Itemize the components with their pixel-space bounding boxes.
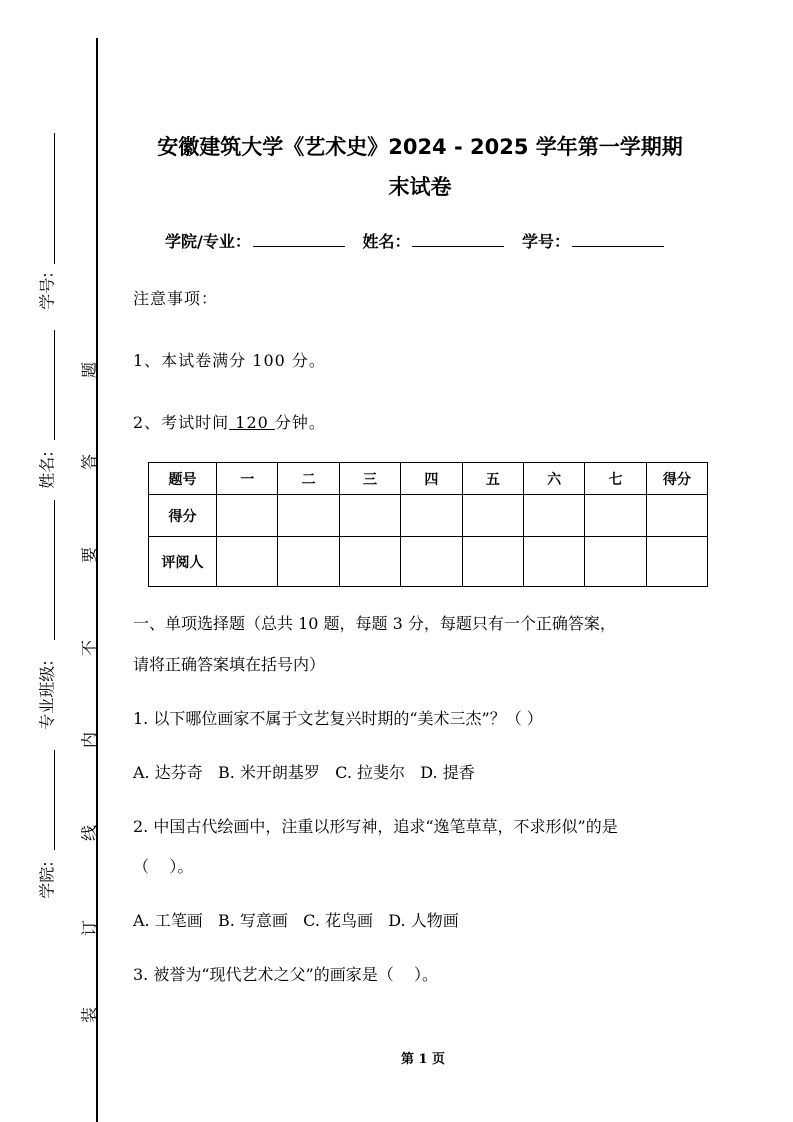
table-cell[interactable] — [278, 537, 339, 587]
margin-underline — [54, 133, 55, 264]
college-field[interactable] — [253, 232, 345, 247]
margin-student-id-label: 学号: — [37, 272, 57, 310]
margin-warning-char: 订 — [79, 919, 99, 937]
margin-warning-char: 线 — [79, 824, 99, 842]
margin-warning-char: 要 — [79, 546, 99, 564]
score-table — [148, 462, 708, 587]
notice-heading: 注意事项： — [133, 289, 219, 308]
notice-item-2-prefix: 2、考试时间 — [133, 413, 230, 432]
name-field[interactable] — [412, 232, 504, 247]
student-info-line — [165, 229, 676, 252]
table-header: 六 — [523, 463, 584, 495]
page-title — [110, 127, 730, 207]
section-1-heading: 一、单项选择题（总共 10 题，每题 3 分，每题只有一个正确答案， — [133, 614, 616, 633]
row-label: 评阅人 — [149, 537, 217, 587]
id-label: 学号： — [522, 232, 571, 251]
table-cell[interactable] — [462, 537, 523, 587]
table-cell[interactable] — [646, 495, 707, 537]
question-2-cont: （ ）。 — [133, 857, 194, 876]
table-header-row — [149, 463, 708, 495]
margin-name-label: 姓名: — [37, 451, 57, 489]
table-cell[interactable] — [339, 537, 400, 587]
name-label: 姓名： — [362, 232, 411, 251]
notice-item-2-suffix: 分钟。 — [274, 413, 326, 432]
table-header: 一 — [217, 463, 278, 495]
table-cell[interactable] — [278, 495, 339, 537]
page-number: 第 1 页 — [400, 1052, 446, 1067]
margin-underline — [54, 500, 55, 640]
question-1-options: A. 达芬奇 B. 米开朗基罗 C. 拉斐尔 D. 提香 — [133, 763, 475, 782]
id-field[interactable] — [572, 232, 664, 247]
table-cell[interactable] — [462, 495, 523, 537]
notice-item-1: 1、本试卷满分 100 分。 — [133, 351, 326, 370]
question-2: 2. 中国古代绘画中，注重以形写神，追求“逸笔草草，不求形似”的是 — [133, 817, 618, 836]
table-cell[interactable] — [339, 495, 400, 537]
margin-warning-char: 答 — [79, 453, 99, 471]
notice-item-2 — [133, 410, 326, 433]
table-header: 三 — [339, 463, 400, 495]
margin-warning-char: 题 — [79, 361, 99, 379]
table-cell[interactable] — [217, 537, 278, 587]
title-line-2: 末试卷 — [388, 175, 452, 199]
margin-warning-char: 不 — [79, 639, 99, 657]
margin-warning-char: 内 — [79, 731, 99, 749]
question-3: 3. 被誉为“现代艺术之父”的画家是（ ）。 — [133, 965, 439, 984]
table-cell[interactable] — [646, 537, 707, 587]
table-cell[interactable] — [585, 495, 646, 537]
table-header: 题号 — [149, 463, 217, 495]
margin-underline — [54, 750, 55, 850]
college-label: 学院/专业： — [165, 232, 251, 251]
table-header: 四 — [401, 463, 462, 495]
table-row — [149, 495, 708, 537]
table-cell[interactable] — [401, 495, 462, 537]
table-header: 五 — [462, 463, 523, 495]
margin-warning-char: 装 — [79, 1006, 99, 1024]
table-header: 二 — [278, 463, 339, 495]
section-1-heading-cont: 请将正确答案填在括号内） — [133, 655, 326, 674]
table-cell[interactable] — [523, 537, 584, 587]
table-cell[interactable] — [217, 495, 278, 537]
margin-major-class-label: 专业班级: — [37, 660, 57, 730]
row-label: 得分 — [149, 495, 217, 537]
table-header: 得分 — [646, 463, 707, 495]
margin-underline — [54, 330, 55, 440]
table-cell[interactable] — [585, 537, 646, 587]
question-2-options: A. 工笔画 B. 写意画 C. 花鸟画 D. 人物画 — [133, 911, 459, 930]
table-row — [149, 537, 708, 587]
table-header: 七 — [585, 463, 646, 495]
table-cell[interactable] — [523, 495, 584, 537]
table-cell[interactable] — [401, 537, 462, 587]
title-line-1: 安徽建筑大学《艺术史》2024 - 2025 学年第一学期期 — [157, 135, 683, 159]
question-1: 1. 以下哪位画家不属于文艺复兴时期的“美术三杰”？（ ） — [133, 709, 543, 728]
exam-duration: 120 — [229, 413, 275, 432]
binding-line — [96, 38, 98, 1122]
margin-college-label: 学院: — [37, 861, 57, 899]
